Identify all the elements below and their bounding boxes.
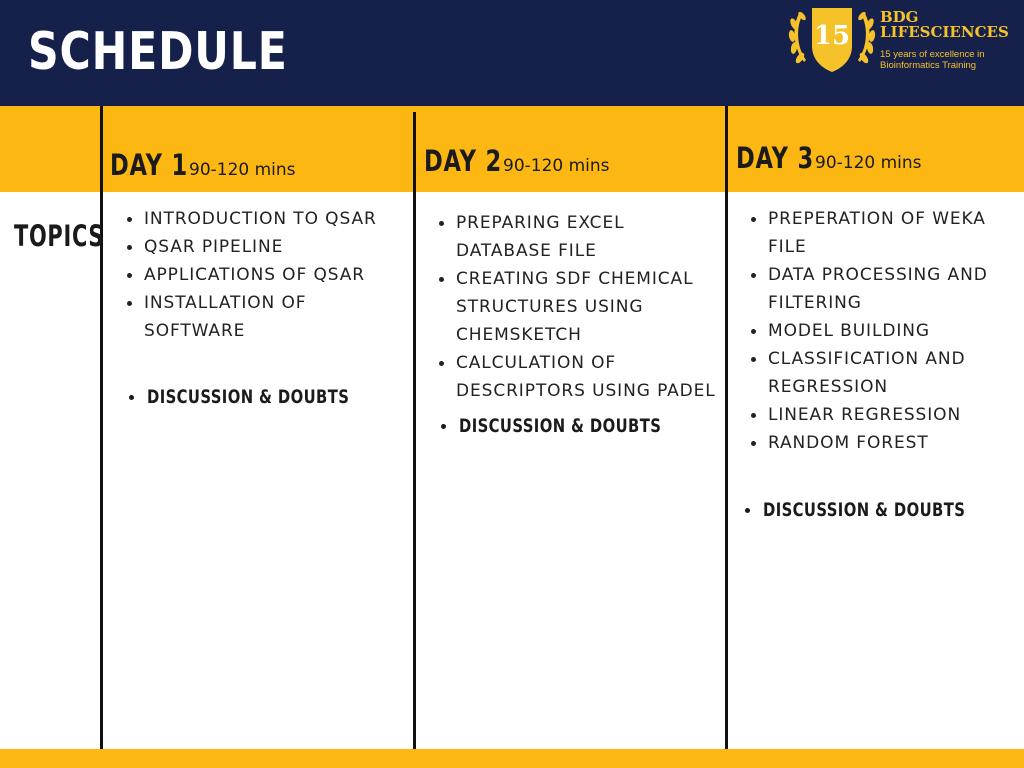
- list-item: PREPERATION OF WEKA FILE: [748, 205, 1010, 261]
- column-divider: [725, 106, 728, 749]
- day-label: DAY 3: [736, 141, 815, 175]
- list-item: QSAR PIPELINE: [124, 233, 400, 261]
- bullet-icon: [129, 395, 134, 400]
- day-1-discussion: [129, 386, 406, 408]
- day-3-topic-list: [748, 205, 1010, 457]
- list-item: INTRODUCTION TO QSAR: [124, 205, 400, 233]
- discussion-label: DISCUSSION & DOUBTS: [763, 499, 966, 521]
- bullet-icon: [441, 424, 446, 429]
- bullet-icon: [745, 508, 750, 513]
- day-3-header: [736, 141, 922, 175]
- footer-bar: [0, 749, 1024, 768]
- list-item: CALCULATION OF DESCRIPTORS USING PADEL: [436, 349, 722, 405]
- list-item: RANDOM FOREST: [748, 429, 1010, 457]
- brand-name: BDG LIFESCIENCES: [880, 8, 1009, 41]
- day-1-topic-list: [124, 205, 400, 345]
- badge-number: 15: [813, 21, 851, 51]
- list-item: INSTALLATION OF SOFTWARE: [124, 289, 400, 345]
- list-item: CREATING SDF CHEMICAL STRUCTURES USING CHEMSKETCH: [436, 265, 722, 349]
- discussion-label: DISCUSSION & DOUBTS: [459, 415, 662, 437]
- day-label: DAY 2: [424, 144, 503, 178]
- day-duration: 90-120 mins: [503, 156, 610, 176]
- day-2-discussion: [441, 415, 718, 437]
- column-divider: [413, 112, 416, 749]
- page-title: SCHEDULE: [28, 22, 288, 82]
- list-item: CLASSIFICATION AND REGRESSION: [748, 345, 1010, 401]
- column-divider: [100, 106, 103, 749]
- laurel-badge-icon: [786, 2, 878, 74]
- list-item: LINEAR REGRESSION: [748, 401, 1010, 429]
- list-item: PREPARING EXCEL DATABASE FILE: [436, 209, 722, 265]
- discussion-label: DISCUSSION & DOUBTS: [147, 386, 350, 408]
- day-duration: 90-120 mins: [815, 153, 922, 173]
- day-3-discussion: [745, 499, 1022, 521]
- brand-logo: [786, 2, 1022, 74]
- day-2-topic-list: [436, 209, 722, 405]
- topics-row-label: TOPICS: [14, 219, 105, 253]
- day-2-header: [424, 144, 610, 178]
- list-item: APPLICATIONS OF QSAR: [124, 261, 400, 289]
- brand-tagline: 15 years of excellence in Bioinformatics Training: [880, 49, 985, 71]
- list-item: MODEL BUILDING: [748, 317, 1010, 345]
- day-1-header: [110, 148, 296, 182]
- day-label: DAY 1: [110, 148, 189, 182]
- list-item: DATA PROCESSING AND FILTERING: [748, 261, 1010, 317]
- day-duration: 90-120 mins: [189, 160, 296, 180]
